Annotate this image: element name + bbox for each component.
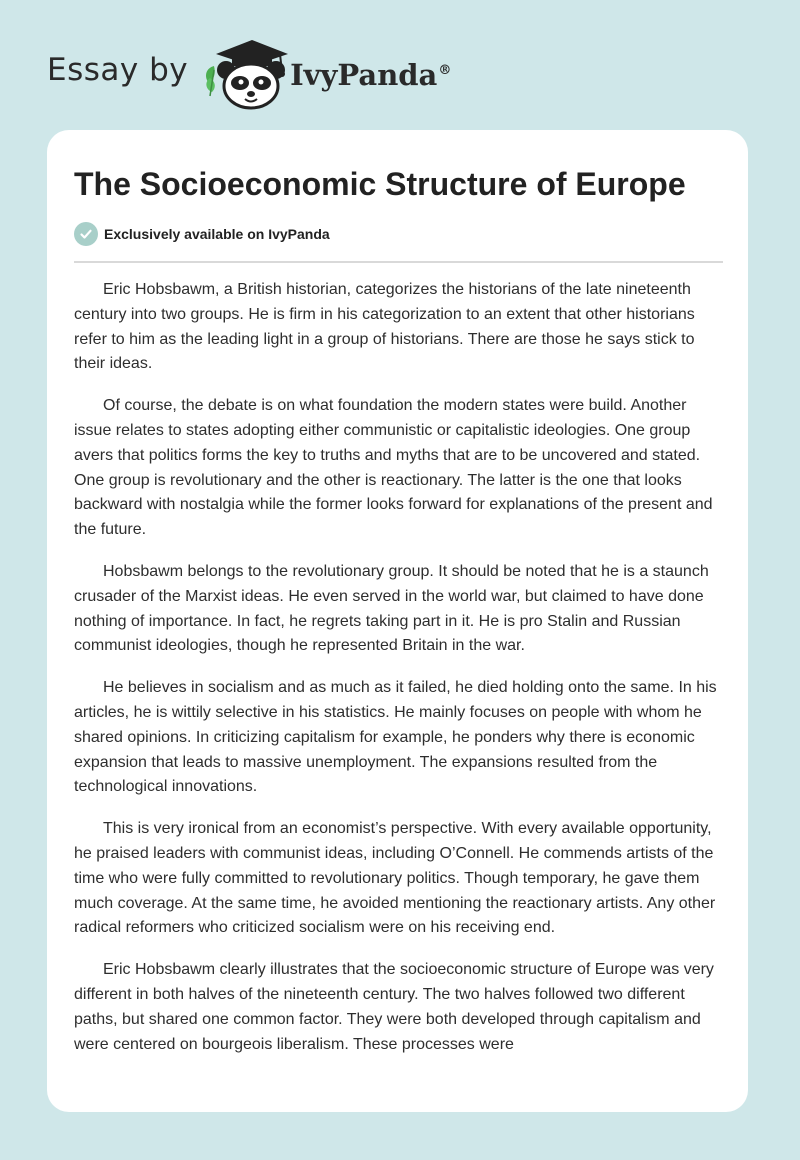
brand-name-text: IvyPanda [290, 58, 438, 92]
brand-prefix: Essay by [47, 52, 189, 88]
brand-header[interactable] [47, 36, 451, 110]
registered-mark: ® [438, 63, 452, 79]
exclusive-badge [74, 222, 330, 246]
essay-paragraph: This is very ironical from an economist’s perspective. With every available opportunity, he praised leaders with communist ideas, including O’Connell. He commends artists of the time who were fully committed to revolutionary politics. Though temporary, he gave them much coverage. At the same time, he avoided mentioning the reactionary artists. Any other radical reformers who criticized socialism were on his receiving end. [74, 820, 716, 937]
essay-paragraph: Eric Hobsbawm clearly illustrates that the socioeconomic structure of Europe was very different in both halves of the nineteenth century. The two halves followed two different paths, but shared one common factor. They were both developed through capitalism and were centered on bourgeois liberalism. These processes were [74, 961, 714, 1053]
badge-text: Exclusively available on IvyPanda [104, 226, 330, 242]
essay-card [47, 130, 748, 1112]
page-title: The Socioeconomic Structure of Europe [74, 166, 686, 202]
essay-paragraph: Hobsbawm belongs to the revolutionary group. It should be noted that he is a staunch crusader of the Marxist ideas. He even served in the world war, but claimed to have done nothing of importance. In fact, he regrets taking part in it. He is pro Stalin and Russian communist ideologies, though he represented Britain in the war. [74, 562, 709, 655]
essay-paragraph: Of course, the debate is on what foundation the modern states were build. Another issue relates to states adopting either communistic or capitalistic ideologies. One group avers that politics forms the key to truths and myths that are to be uncovered and stated. One group is revolutionary and the other is reactionary. The latter is the one that looks backward with nostalgia while the former looks forward for explanations of the present and the future. [74, 397, 713, 539]
brand-name [290, 58, 451, 92]
divider [74, 261, 723, 263]
check-circle-icon [74, 222, 98, 246]
essay-paragraph: He believes in socialism and as much as it failed, he died holding onto the same. In his articles, he is wittily selective in his statistics. He mainly focuses on people with whom he shared opinions. In criticizing capitalism for example, he ponders why there is economic expansion that leads to massive unemployment. The expansions resulted from the technological innovations. [74, 679, 717, 796]
essay-paragraph: Eric Hobsbawm, a British historian, categorizes the historians of the late nineteenth century into two groups. He is firm in his categorization to an extent that other historians refer to him as the leading light in a group of historians. There are those he says stick to their ideas. [74, 281, 695, 373]
leaf-icon [206, 66, 215, 96]
essay-body [74, 278, 723, 1074]
panda-graduate-icon [202, 36, 288, 110]
